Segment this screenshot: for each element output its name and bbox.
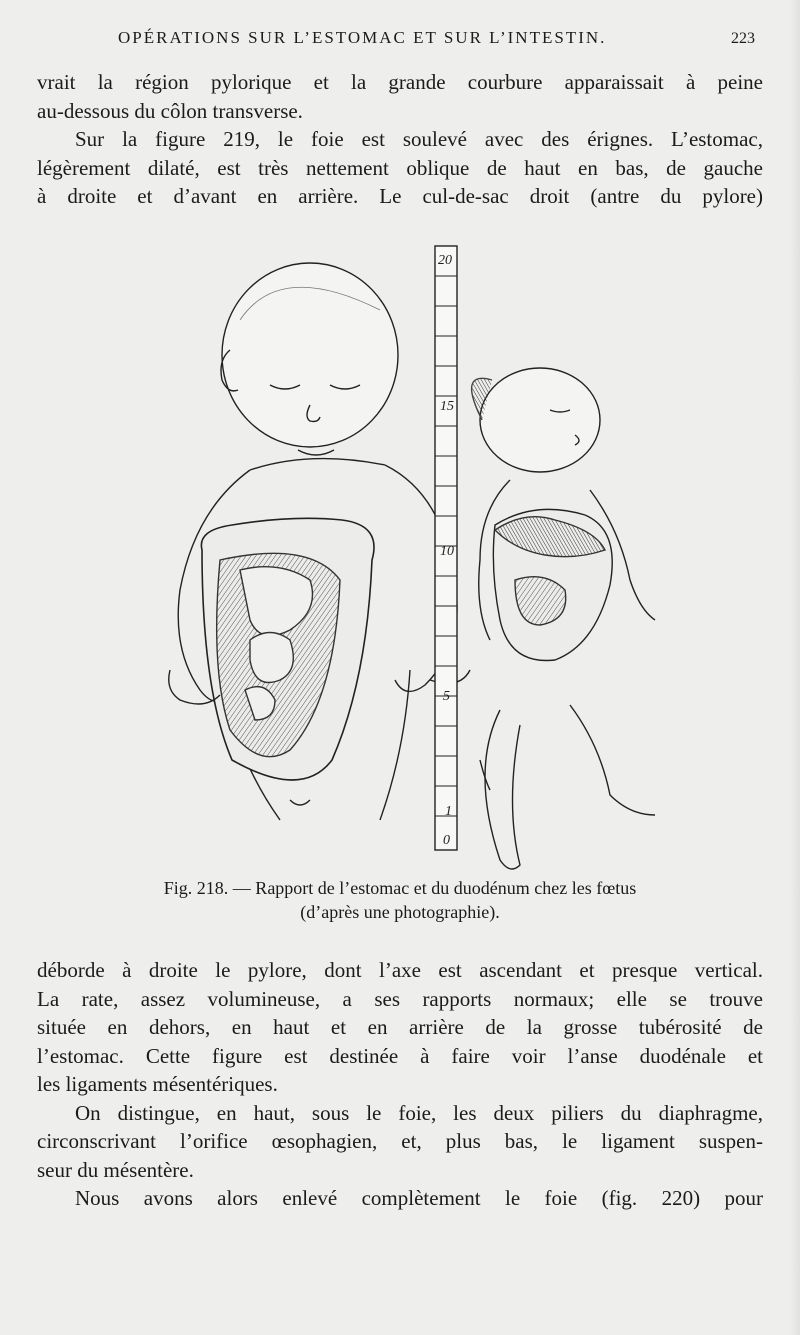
text-line: au-dessous du côlon transverse. xyxy=(37,98,303,123)
figure-caption-line1: Fig. 218. — Rapport de l’estomac et du duodénum chez les fœtus xyxy=(163,878,637,898)
running-title: OPÉRATIONS SUR L’ESTOMAC ET SUR L’INTESTIN. xyxy=(118,28,607,47)
text-line: légèrement dilaté, est très nettement oblique de haut en bas, de gauche xyxy=(37,155,763,180)
figure-caption-line2: (d’après une photographie). xyxy=(300,902,500,922)
text-line: déborde à droite le pylore, dont l’axe est ascendant et presque vertical. xyxy=(37,958,763,982)
text-line: On distingue, en haut, sous le foie, les deux piliers du diaphragme, xyxy=(75,1100,763,1125)
fetus-figure-illustration xyxy=(130,240,670,870)
ruler-label: 15 xyxy=(440,399,454,414)
right-fetus-drawing xyxy=(472,368,655,869)
ruler-label: 10 xyxy=(440,544,454,559)
bottom-paragraph xyxy=(37,956,763,1213)
text-line: seur du mésentère. xyxy=(37,1157,194,1182)
text-line: La rate, assez volumineuse, a ses rapports normaux; elle se trouve xyxy=(37,986,763,1011)
ruler-label: 5 xyxy=(443,689,450,704)
text-line: à droite et d’avant en arrière. Le cul-de-sac droit (antre du pylore) xyxy=(37,184,763,208)
ruler-label: 20 xyxy=(438,253,452,268)
ruler-label: 1 xyxy=(445,804,452,819)
text-line: Nous avons alors enlevé complètement le foie (fig. 220) pour xyxy=(75,1186,763,1210)
top-paragraph xyxy=(37,68,763,211)
text-line: située en dehors, en haut et en arrière de la grosse tubérosité de xyxy=(37,1015,763,1039)
ruler-label: 0 xyxy=(443,833,450,848)
page-edge-shadow xyxy=(790,0,800,1335)
text-line: vrait la région pylorique et la grande courbure apparaissait à peine xyxy=(37,70,763,94)
text-line: les ligaments mésentériques. xyxy=(37,1072,278,1096)
text-line: Sur la figure 219, le foie est soulevé avec des érignes. L’estomac, xyxy=(75,127,763,151)
page-number: 223 xyxy=(731,30,755,47)
text-line: l’estomac. Cette figure est destinée à faire voir l’anse duodénale et xyxy=(37,1043,763,1068)
left-fetus-drawing xyxy=(169,263,470,820)
text-line: circonscrivant l’orifice œsophagien, et, plus bas, le ligament suspen- xyxy=(37,1129,763,1153)
